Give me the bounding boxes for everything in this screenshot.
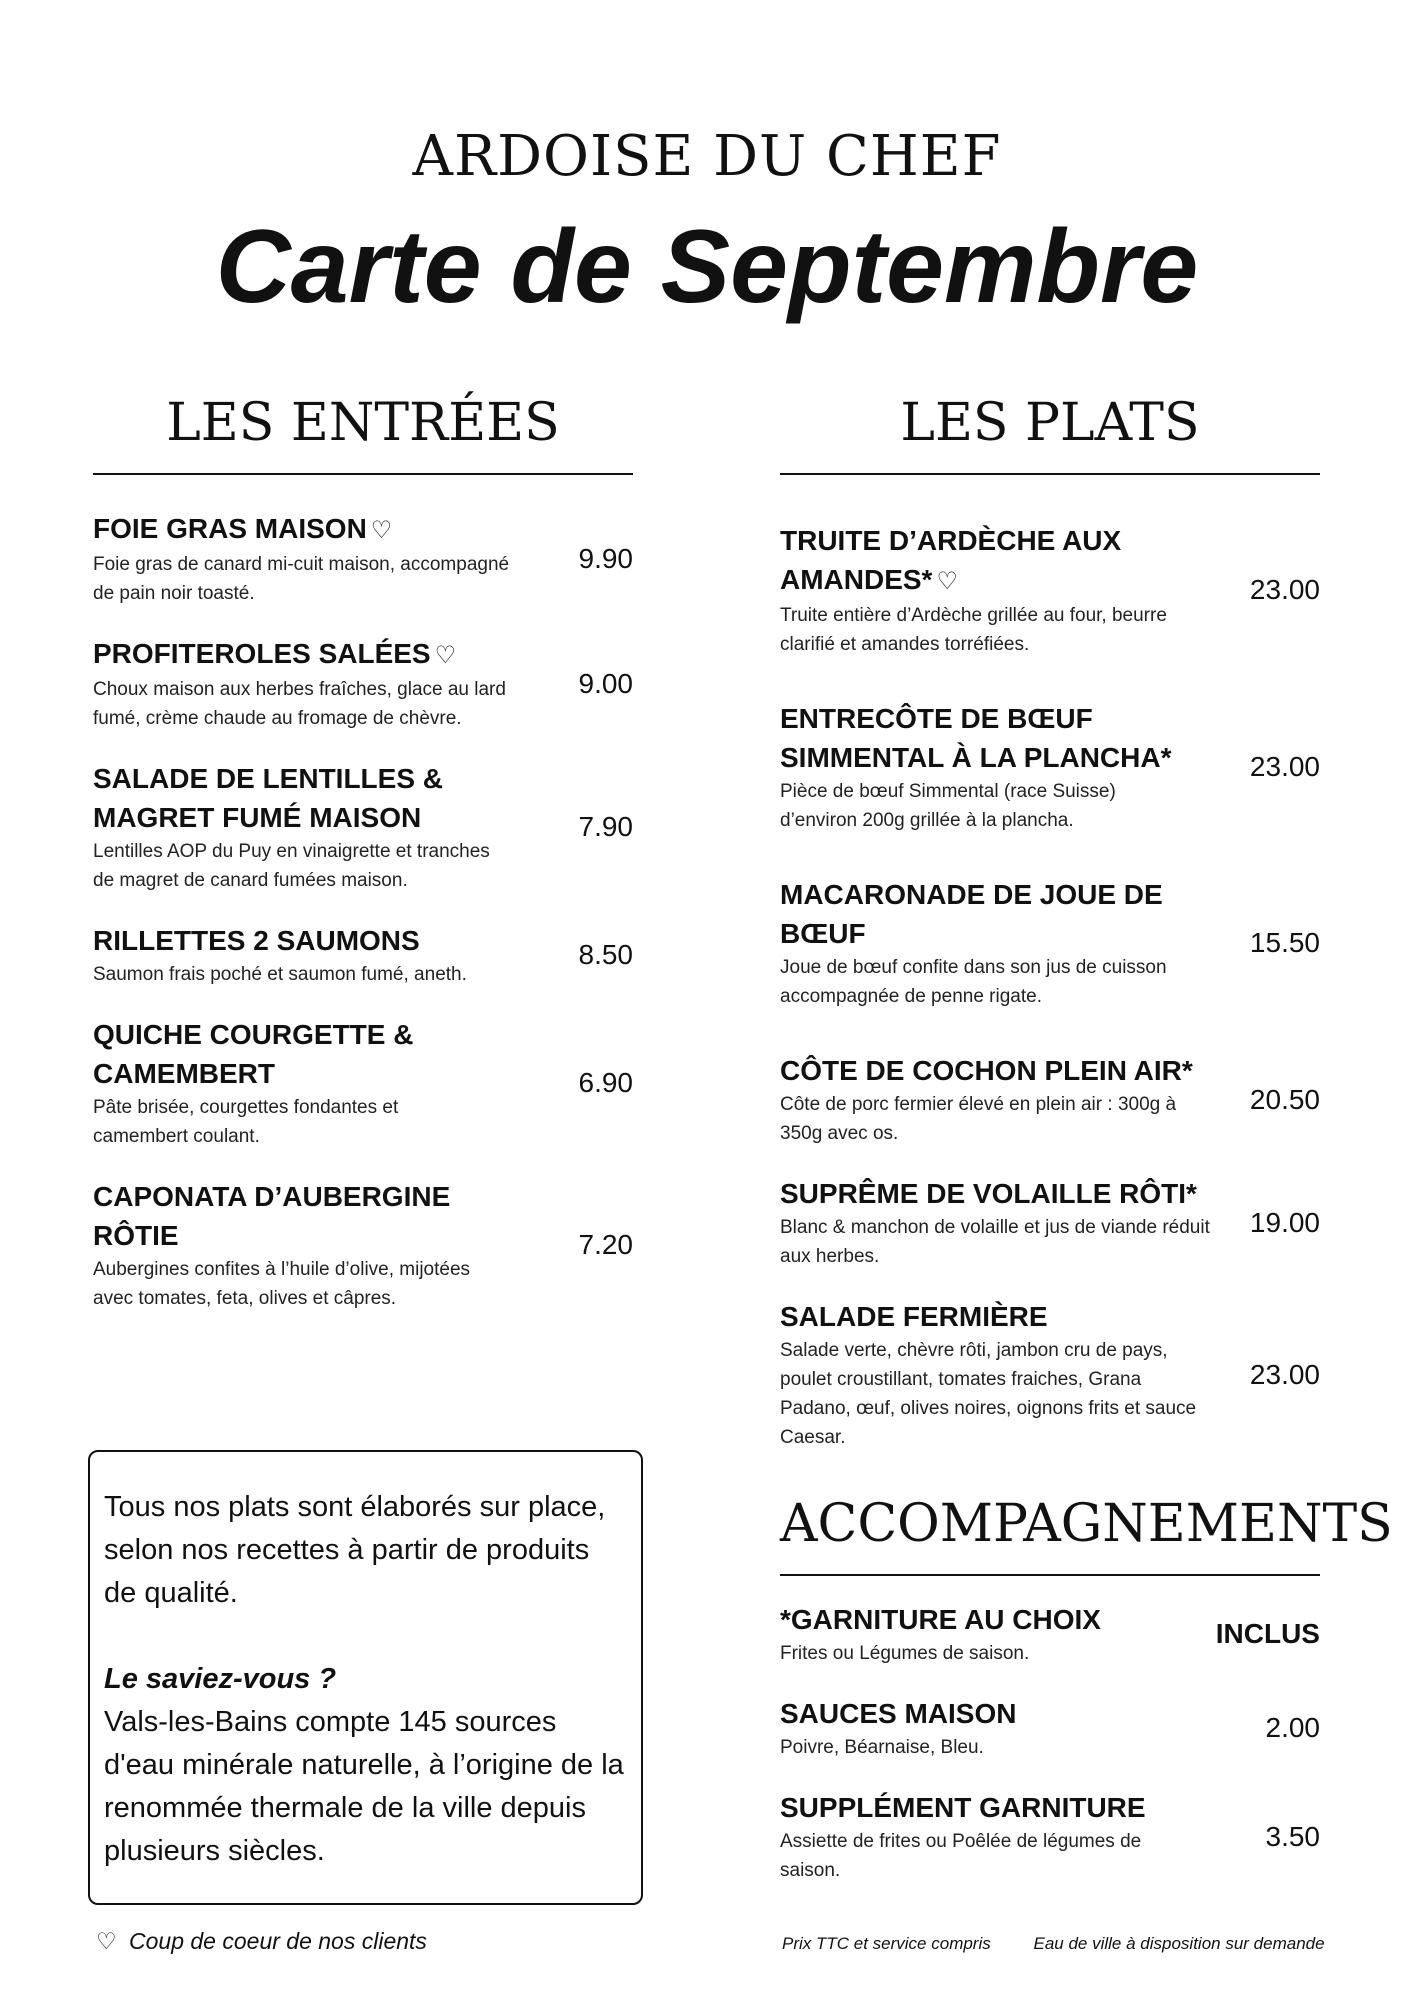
item-name: SUPRÊME DE VOLAILLE RÔTI* <box>780 1178 1197 1209</box>
item-name: SALADE DE LENTILLES & MAGRET FUMÉ MAISON <box>93 763 444 833</box>
item-description: Pièce de bœuf Simmental (race Suisse) d’environ 200g grillée à la plancha. <box>780 781 1116 831</box>
item-description: Assiette de frites ou Poêlée de légumes de saison. <box>780 1831 1142 1881</box>
menu-item <box>93 759 633 895</box>
item-price: 20.50 <box>1249 1083 1320 1115</box>
item-description: Foie gras de canard mi-cuit maison, accompagné de pain noir toasté. <box>93 554 510 604</box>
heart-icon: ♡ <box>370 517 393 544</box>
item-name: PROFITEROLES SALÉES <box>93 638 431 669</box>
heart-icon: ♡ <box>434 642 457 669</box>
menu-item <box>780 1297 1320 1452</box>
item-name: TRUITE D’ARDÈCHE AUX AMANDES* <box>780 525 1122 595</box>
item-description: Saumon frais poché et saumon fumé, aneth. <box>93 964 467 985</box>
item-description: Aubergines confites à l’huile d’olive, mijotées avec tomates, feta, olives et câpres. <box>93 1259 471 1309</box>
accompagnements-section <box>780 1494 1393 1885</box>
item-price: 7.20 <box>578 1229 633 1260</box>
item-name: RILLETTES 2 SAUMONS <box>93 925 420 956</box>
item-name: SAUCES MAISON <box>780 1698 1017 1729</box>
prices-note: Prix TTC et service compris <box>782 1934 991 1953</box>
menu-item <box>93 1015 633 1151</box>
item-price: 2.00 <box>1265 1712 1320 1743</box>
heart-icon: ♡ <box>96 1928 117 1954</box>
item-price: 9.00 <box>578 667 633 699</box>
item-name: SUPPLÉMENT GARNITURE <box>780 1792 1146 1823</box>
item-description: Salade verte, chèvre rôti, jambon cru de pays, poulet croustillant, tomates fraiches, Grana Padano, œuf, olives noires, oignons frits et sauce Caesar. <box>780 1340 1197 1448</box>
item-name: QUICHE COURGETTE & CAMEMBERT <box>93 1019 414 1089</box>
item-description: Frites ou Légumes de saison. <box>780 1643 1030 1664</box>
heart-icon: ♡ <box>936 568 958 595</box>
menu-item <box>780 521 1320 659</box>
item-price: 19.00 <box>1249 1206 1320 1238</box>
menu-item <box>780 1788 1320 1885</box>
heart-legend <box>96 1928 427 1955</box>
menu-item <box>780 1174 1320 1271</box>
accompagnements-title: ACCOMPAGNEMENTS <box>780 1494 1320 1576</box>
heart-legend-text: Coup de coeur de nos clients <box>129 1928 427 1954</box>
menu-item <box>780 1694 1320 1762</box>
item-description: Truite entière d’Ardèche grillée au four, beurre clarifié et amandes torréfiées. <box>780 605 1167 655</box>
menu-title: Carte de Septembre <box>215 209 1199 325</box>
item-description: Côte de porc fermier élevé en plein air : 300g à 350g avec os. <box>780 1094 1177 1144</box>
item-price: INCLUS <box>1215 1618 1320 1649</box>
item-description: Blanc & manchon de volaille et jus de viande réduit aux herbes. <box>780 1217 1210 1267</box>
menu-item <box>93 509 633 608</box>
item-description: Poivre, Béarnaise, Bleu. <box>780 1737 984 1758</box>
item-price: 3.50 <box>1265 1820 1320 1852</box>
item-price: 9.90 <box>578 542 633 574</box>
menu-item <box>780 1051 1320 1148</box>
item-description: Lentilles AOP du Puy en vinaigrette et tranches de magret de canard fumées maison. <box>93 841 490 891</box>
entrees-section <box>93 393 633 1313</box>
item-name: SALADE FERMIÈRE <box>780 1301 1048 1332</box>
item-name: *GARNITURE AU CHOIX <box>780 1604 1101 1635</box>
menu-item <box>780 875 1320 1011</box>
item-name: FOIE GRAS MAISON <box>93 513 367 544</box>
item-price: 8.50 <box>578 939 633 970</box>
plats-title: LES PLATS <box>780 393 1320 475</box>
info-fact: Vals-les-Bains compte 145 sources d'eau minérale naturelle, à l’origine de la renommée thermale de la ville depuis plusieurs siècles. <box>104 1706 624 1867</box>
item-price: 15.50 <box>1249 927 1320 958</box>
info-question: Le saviez-vous ? <box>104 1663 337 1695</box>
menu-item <box>780 1600 1320 1668</box>
item-name: MACARONADE DE JOUE DE BŒUF <box>780 879 1163 949</box>
footer-notes <box>782 1934 1363 1954</box>
item-price: 23.00 <box>1249 1358 1320 1390</box>
menu-item <box>93 921 633 989</box>
item-description: Pâte brisée, courgettes fondantes et camembert coulant. <box>93 1097 399 1147</box>
entrees-title: LES ENTRÉES <box>93 393 633 475</box>
item-name: CAPONATA D’AUBERGINE RÔTIE <box>93 1181 451 1251</box>
info-intro: Tous nos plats sont élaborés sur place, selon nos recettes à partir de produits de qualité. <box>104 1491 606 1609</box>
item-price: 23.00 <box>1249 751 1320 782</box>
water-note: Eau de ville à disposition sur demande <box>1033 1934 1325 1953</box>
item-description: Choux maison aux herbes fraîches, glace au lard fumé, crème chaude au fromage de chèvre. <box>93 679 506 729</box>
info-box <box>88 1450 643 1905</box>
item-name: CÔTE DE COCHON PLEIN AIR* <box>780 1055 1193 1086</box>
item-description: Joue de bœuf confite dans son jus de cuisson accompagnée de penne rigate. <box>780 957 1167 1007</box>
menu-item <box>93 634 633 733</box>
menu-item <box>93 1177 633 1313</box>
menu-item <box>780 699 1320 835</box>
plats-section <box>780 393 1320 1452</box>
item-price: 6.90 <box>578 1067 633 1098</box>
item-price: 23.00 <box>1249 574 1320 605</box>
menu-subtitle: ARDOISE DU CHEF <box>412 124 1002 189</box>
item-name: ENTRECÔTE DE BŒUF SIMMENTAL À LA PLANCHA* <box>780 703 1172 773</box>
item-price: 7.90 <box>578 811 633 842</box>
